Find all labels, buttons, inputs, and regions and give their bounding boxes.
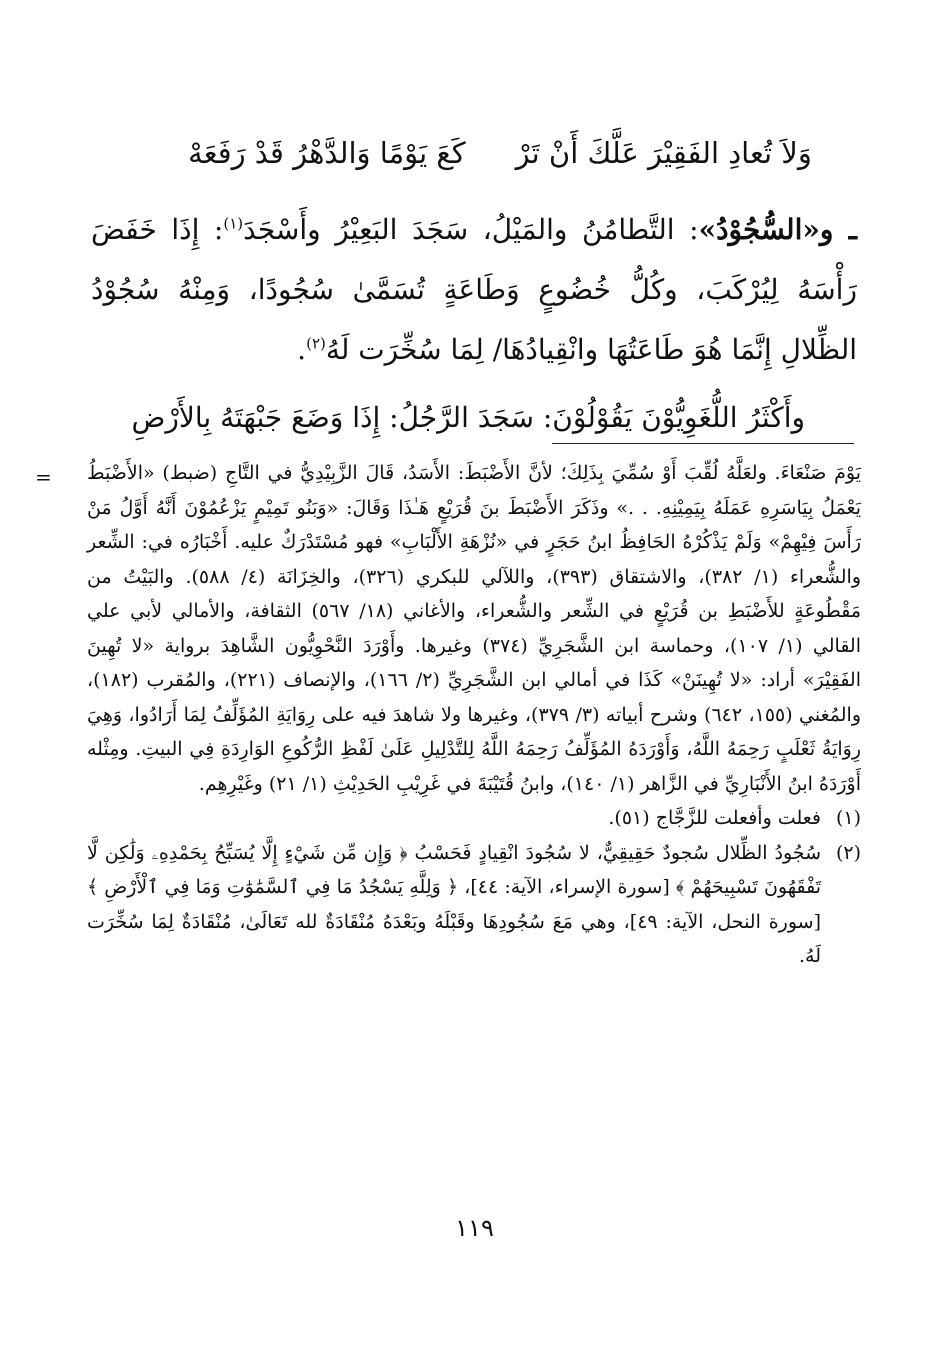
paragraph-text-a: : التَّطامُنُ والمَيْلُ، سَجَدَ البَعِيْرُ وأَسْجَدَ: [243, 213, 699, 246]
footnote-2-number: (٢): [835, 841, 861, 864]
footnote-1-number: (١): [835, 807, 861, 829]
footnote-continuation-text: يَوْمَ صَنْعَاءَ. ولعَلَّهُ لُقِّبَ أَوْ سُمِّيَ بِذَلِكَ؛ لأنَّ الأَضْبَطَ: الأَسَدُ، قَالَ الزَّبِيْدِيُّ في التَّاجِ (ضبط) «الأَضْبَطُ يَعْمَلُ بِيَاسَرِهِ عَمَلَهُ بِيَمِيْنِهِ. . .» وذَكَرَ الأَضْبَطَ بنَ قُرَيْعٍ هَـٰذَا وَقَالَ: «وَبَنُو تَمِيْمٍ يَزْعُمُوْنَ أَنَّهُ أَوَّلُ مَنْ رَأَسَ فِيْهِمْ» وَلَمْ يَذْكُرْهُ الحَافِظُ ابنُ حَجَرٍ في «نُزْهَةِ الأَلْبَابِ» فهو مُسْتَدْرَكٌ عليه. أَخْبَارُه في: الشِّعر والشُّعراء (١/ ٣٨٢)، والاشتقاق (٣٩٣)، واللآلي للبكري (٣٢٦)، والخِزَانَة (٤/ ٥٨٨). والبَيْتُ من مَقْطُوعَةٍ للأَضْبَطِ بن قُرَيْعٍ في الشِّعر والشُّعراء، والأغاني (١٨/ ٥٦٧) الثقافة، والأمالي لأبي علي القالي (١/ ١٠٧)، وحماسة ابن الشَّجَرِيِّ (٣٧٤) وغيرها. وأَوْرَدَ النَّحْوِيُّون الشَّاهِدَ برواية «لا تُهِينَ الفَقِيْرَ» أراد: «لا تُهِينَنْ» كَذَا في أمالي ابن الشَّجَرِيِّ (٢/ ١٦٦)، والإنصاف (٢٢١)، والمُقرب (١٨٢)، والمُغني (١٥٥، ٦٤٢) وشرح أبياته (٣/ ٣٧٩)، وغيرها ولا شاهدَ فيه على رِوَايَةِ المُؤَلِّفُ لِمَا أَرَادُوا، وَهِيَ رِوَايَةُ ثَعْلَبٍ رَحِمَهُ اللَّهُ، وَأَوْرَدَهُ المُؤَلِّفُ رَحِمَهُ اللَّهُ لِلتَّدْلِيلِ عَلَىٰ لَفْظِ الرُّكُوعِ الوَارِدَةِ فِي البيتِ. ومِثْله أَوْرَدَهُ ابنُ الأَنْبَارِيِّ في الزَّاهر (١/ ١٤٠)، وابنُ قُتَيْبَةَ في غَرِيْبِ الحَدِيْثِ (١/ ٢١) وغَيْرِهِم.: [87, 462, 862, 795]
paragraph-sujud: [91, 200, 857, 380]
footnotes: [35, 456, 862, 974]
paragraph-lead: ـ و: [819, 213, 857, 246]
footnote-1: [87, 801, 861, 836]
footnote-1-text: فعلت وأفعلت للزَّجَّاج (٥١).: [608, 807, 821, 829]
main-text: [91, 200, 857, 448]
paragraph-text-b: : إِذَا خَفَضَ رَأْسَهُ لِيُرْكَبَ، وكُلُّ خُضُوعٍ وَطَاعَةٍ تُسَمَّىٰ سُجُودًا، وَمِنْهُ سُجُوْدُ الظِّلالِ إِنَّمَا هُوَ طَاعَتُهَا وانْقِيادُهَا/ لِمَا سُخِّرَت لَهُ: [91, 213, 857, 366]
footnote-continuation: [35, 456, 862, 801]
verse-first-hemistich: وَلاَ تُعادِ الفَقِيْرَ عَلَّكَ أَنْ تَرْ: [515, 136, 812, 170]
footnote-2: [87, 836, 861, 974]
footnote-separator: [552, 443, 854, 444]
page-number: ١١٩: [455, 1214, 494, 1242]
footnote-2-text: سُجُودُ الظِّلال سُجودٌ حَقِيقِيٌّ، لا سُجُودَ انْقِيادٍ فَحَسْبُ ﴿ وَإِن مِّن شَيْءٍ إِلَّا يُسَبِّحُ بِحَمْدِهِۦ وَلَٰكِن لَّا تَفْقَهُونَ تَسْبِيحَهُمْ ﴾ [سورة الإسراء، الآية: ٤٤]، ﴿ وَلِلَّهِ يَسْجُدُ مَا فِي ٱلسَّمَٰوَٰتِ وَمَا فِي ٱلْأَرْضِ ﴾ [سورة النحل، الآية: ٤٩]، وهي مَعَ سُجُودِهَا وقَبْلَهُ وبَعْدَهُ مُنْقَادَةٌ لله تَعَالَىٰ، مُنْقَادَةٌ لِمَا سُخِّرَت لَهُ.: [87, 841, 821, 967]
poem-verse: [150, 128, 850, 178]
continuation-mark: =: [35, 465, 52, 489]
headword-sujud: «السُّجُوْدُ»: [698, 213, 820, 246]
verse-second-hemistich: كَعَ يَوْمًا وَالدَّهْرُ قَدْ رَفَعَهْ: [188, 136, 466, 170]
footnote-ref-2: (٢): [306, 334, 326, 353]
footnote-ref-1: (١): [223, 214, 244, 233]
paragraph-text-c: .: [297, 333, 307, 366]
paragraph-linguists: وأَكْثَرُ اللُّغَوِيُّوْنَ يَقُوْلُوْنَ: سَجَدَ الرَّجُلُ: إِذَا وَضَعَ جَبْهَتَهُ بِالأَرْضِ: [131, 401, 805, 434]
